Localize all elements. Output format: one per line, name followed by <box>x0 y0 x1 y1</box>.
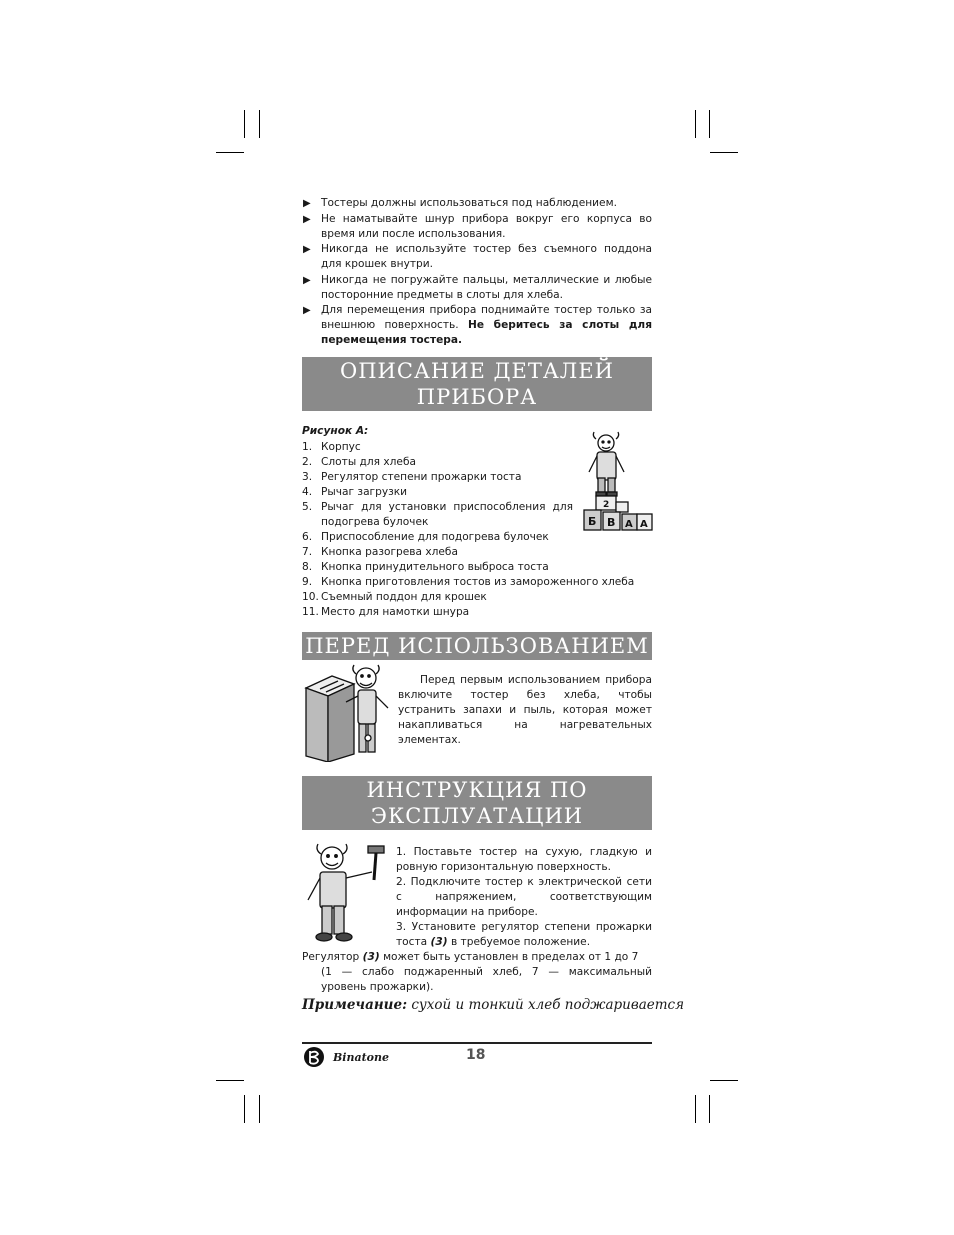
part-item: 10. Съемный поддон для крошек <box>302 591 487 603</box>
instruction-steps <box>396 845 652 950</box>
safety-item: ▶ Тостеры должны использоваться под наблюдением. <box>302 196 652 211</box>
step-item: 2. Подключите тостер к электрической сети с напряжением, соответствующим информации на приборе. <box>396 876 652 918</box>
section-heading-instructions: ИНСТРУКЦИЯ ПО ЭКСПЛУАТАЦИИ <box>302 776 652 830</box>
crop-mark <box>709 1095 710 1123</box>
part-item: 11. Место для намотки шнура <box>302 606 470 618</box>
step-item: 3. Установите регулятор степени прожарки тоста (3) в требуемое положение. <box>396 921 652 948</box>
crop-mark <box>259 1095 260 1123</box>
crop-mark <box>216 1080 244 1081</box>
part-item: 6. Приспособление для подогрева булочек <box>302 531 549 543</box>
part-item: 4. Рычаг загрузки <box>302 486 408 498</box>
crop-mark <box>710 152 738 153</box>
crop-mark <box>244 1095 245 1123</box>
man-on-blocks-illustration <box>570 430 654 536</box>
safety-item: ▶ Никогда не погружайте пальцы, металлические и любые посторонние предметы в слоты для хлеба. <box>302 273 652 303</box>
safety-list <box>302 196 652 349</box>
part-item: 8. Кнопка принудительного выброса тоста <box>302 561 549 573</box>
crop-mark <box>695 1095 696 1123</box>
safety-item: ▶ Не наматывайте шнур прибора вокруг его корпуса во время или после использования. <box>302 212 652 242</box>
brand-logo <box>303 1046 389 1068</box>
footer-rule <box>302 1042 652 1044</box>
block-letter: 2 <box>603 500 610 510</box>
step-item: 1. Поставьте тостер на сухую, гладкую и ровную горизонтальную поверхность. <box>396 846 652 873</box>
crop-mark <box>710 1080 738 1081</box>
crop-mark <box>709 110 710 138</box>
safety-item: ▶ Никогда не используйте тостер без съемного поддона для крошек внутри. <box>302 242 652 272</box>
block-letter: А <box>625 519 633 530</box>
safety-item: ▶ Для перемещения прибора поднимайте тостер только за внешнюю поверхность. Не беритесь за слоты для перемещения тостера. <box>302 303 652 348</box>
before-use-text: Перед первым использованием прибора включите тостер без хлеба, чтобы устранить запахи и пыль, которая может накапливаться на нагревательных элементах. <box>398 674 652 746</box>
block-letter: Б <box>588 515 597 528</box>
block-letter: В <box>607 516 616 529</box>
man-with-toaster-illustration <box>302 662 394 762</box>
part-item: 1. Корпус <box>302 441 361 453</box>
block-letter: А <box>640 519 648 530</box>
page-number: 18 <box>466 1047 486 1063</box>
binatone-logo-icon <box>303 1046 329 1068</box>
crop-mark <box>216 152 244 153</box>
part-item: 9. Кнопка приготовления тостов из замороженного хлеба <box>302 576 635 588</box>
section-heading-parts: ОПИСАНИЕ ДЕТАЛЕЙ ПРИБОРА <box>302 357 652 411</box>
crop-mark <box>259 110 260 138</box>
part-item: 2. Слоты для хлеба <box>302 456 416 468</box>
crop-mark <box>695 110 696 138</box>
regulator-text: Регулятор (3) может быть установлен в пределах от 1 до 7 (1 — слабо поджаренный хлеб, 7 — максимальный уровень прожарки). <box>302 951 652 993</box>
section-heading-before-use: ПЕРЕД ИСПОЛЬЗОВАНИЕМ <box>302 632 652 660</box>
part-item: 3. Регулятор степени прожарки тоста <box>302 471 522 483</box>
crop-mark <box>244 110 245 138</box>
brand-name: Binatone <box>333 1050 390 1064</box>
part-item: 7. Кнопка разогрева хлеба <box>302 546 458 558</box>
figure-title: Рисунок А: <box>302 425 369 437</box>
part-item: 5. Рычаг для установки приспособления для подогрева булочек <box>302 501 573 528</box>
man-with-hammer-illustration <box>302 840 394 944</box>
note-text: Примечание: сухой и тонкий хлеб поджаривается <box>302 997 685 1013</box>
